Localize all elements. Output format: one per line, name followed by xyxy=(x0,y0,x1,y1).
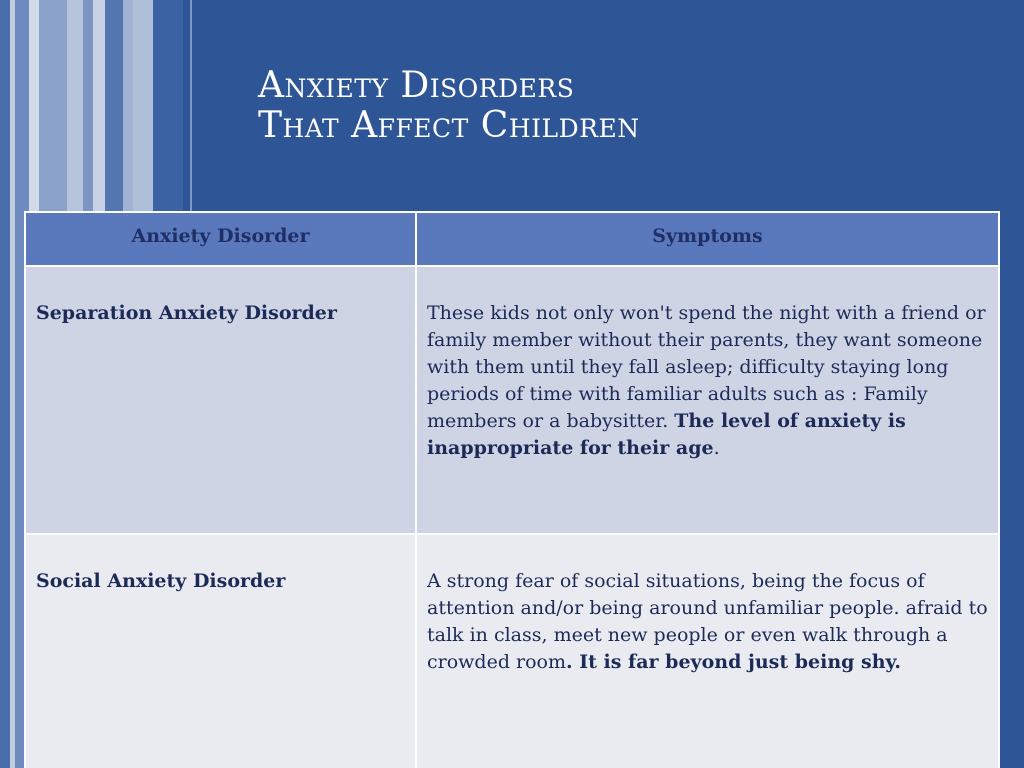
title-line-1: Anxiety Disorders xyxy=(258,65,575,106)
symptoms-cell xyxy=(416,534,999,768)
disorders-table xyxy=(24,211,1000,768)
table-row xyxy=(25,534,999,768)
table-header-row xyxy=(25,212,999,266)
disorders-table-container xyxy=(24,211,1000,735)
symptoms-cell xyxy=(416,266,999,534)
symptoms-text: A strong fear of social situations, being the focus of attention and/or being around unfamiliar people. afraid to talk in class, meet new people or even walk through a crowded room xyxy=(427,570,988,673)
slide-title xyxy=(258,66,640,146)
symptoms-text: These kids not only won't spend the night with a friend or family member without their parents, they want someone with them until they fall asleep; difficulty staying long periods of time with familiar adults such as : Family members or a babysitter. xyxy=(427,302,986,432)
symptoms-emphasis: . It is far beyond just being shy. xyxy=(566,651,902,673)
title-line-2: That Affect Children xyxy=(258,105,640,146)
symptoms-emphasis: The level of anxiety is inappropriate for their age xyxy=(427,410,906,459)
stripe xyxy=(0,0,10,768)
table-row xyxy=(25,266,999,534)
header-disorder: Anxiety Disorder xyxy=(25,212,416,266)
symptoms-tail: . xyxy=(713,437,720,459)
header-symptoms: Symptoms xyxy=(416,212,999,266)
disorder-name: Separation Anxiety Disorder xyxy=(25,266,416,534)
disorder-name: Social Anxiety Disorder xyxy=(25,534,416,768)
